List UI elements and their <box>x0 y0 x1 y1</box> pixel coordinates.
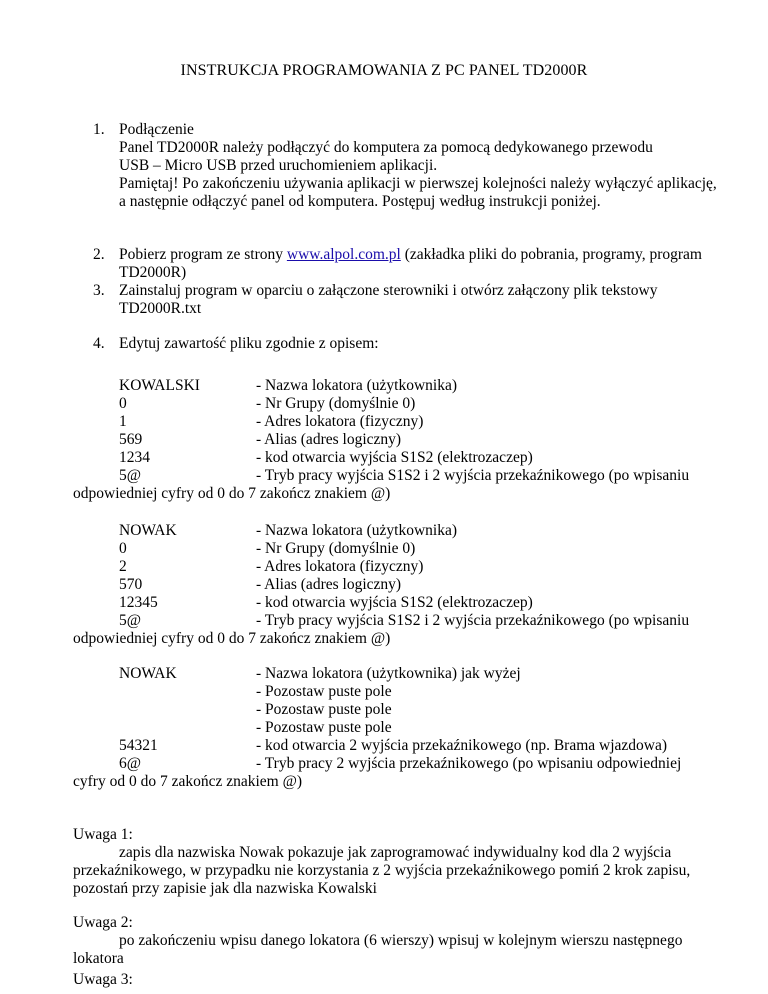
item-3-number: 3. <box>93 282 105 299</box>
item-1-line: Pamiętaj! Po zakończeniu używania aplikacji w pierwszej kolejności należy wyłączyć aplikację, <box>119 175 717 192</box>
entry-wrap: odpowiedniej cyfry od 0 do 7 zakończ znakiem @) <box>73 630 391 647</box>
item-1-line: a następnie odłączyć panel od komputera. Postępuj według instrukcji poniżej. <box>119 193 601 210</box>
entry-description: - Nr Grupy (domyślnie 0) <box>256 540 416 557</box>
entry-description: - Nazwa lokatora (użytkownika) <box>256 522 457 539</box>
entry-value: KOWALSKI <box>119 377 200 394</box>
entry-description: - Adres lokatora (fizyczny) <box>256 558 424 575</box>
entry-value: 6@ <box>119 755 142 772</box>
entry-value: 54321 <box>119 737 158 754</box>
note-2-line: lokatora <box>73 950 124 967</box>
entry-description: - Pozostaw puste pole <box>256 701 392 718</box>
entry-description: - kod otwarcia wyjścia S1S2 (elektrozaczep) <box>256 449 533 466</box>
entry-value: 5@ <box>119 612 142 629</box>
item-1-number: 1. <box>93 121 105 138</box>
entry-wrap: cyfry od 0 do 7 zakończ znakiem @) <box>73 773 303 790</box>
entry-description: - kod otwarcia 2 wyjścia przekaźnikowego (np. Brama wjazdowa) <box>256 737 668 754</box>
entry-description: - Adres lokatora (fizyczny) <box>256 413 424 430</box>
entry-description: - Tryb pracy wyjścia S1S2 i 2 wyjścia przekaźnikowego (po wpisaniu <box>256 612 690 629</box>
entry-description: - Alias (adres logiczny) <box>256 576 402 593</box>
entry-description: - Nr Grupy (domyślnie 0) <box>256 395 416 412</box>
entry-description: - kod otwarcia wyjścia S1S2 (elektrozaczep) <box>256 594 533 611</box>
entry-value: 5@ <box>119 467 142 484</box>
entry-value: 1234 <box>119 449 150 466</box>
item-2-continuation: TD2000R) <box>119 264 187 281</box>
note-1-line: pozostań przy zapisie jak dla nazwiska Kowalski <box>73 880 377 897</box>
note-1-line: przekaźnikowego, w przypadku nie korzystania z 2 wyjścia przekaźnikowego pomiń 2 krok zapisu, <box>73 862 691 879</box>
entry-wrap: odpowiedniej cyfry od 0 do 7 zakończ znakiem @) <box>73 485 391 502</box>
item-4-number: 4. <box>93 335 105 352</box>
entry-description: - Tryb pracy 2 wyjścia przekaźnikowego (po wpisaniu odpowiedniej <box>256 755 682 772</box>
item-2-number: 2. <box>93 246 105 263</box>
item-2-text-after: (zakładka pliki do pobrania, programy, program <box>400 246 702 263</box>
item-1-line: USB – Micro USB przed uruchomieniem aplikacji. <box>119 157 438 174</box>
entry-description: - Pozostaw puste pole <box>256 683 392 700</box>
entry-description: - Nazwa lokatora (użytkownika) jak wyżej <box>256 665 521 682</box>
entry-value: 0 <box>119 540 127 557</box>
entry-value: 12345 <box>119 594 158 611</box>
note-1-line: zapis dla nazwiska Nowak pokazuje jak zaprogramować indywidualny kod dla 2 wyjścia <box>119 844 672 861</box>
item-1-heading: Podłączenie <box>119 121 194 138</box>
entry-value: NOWAK <box>119 522 177 539</box>
item-4-line: Edytuj zawartość pliku zgodnie z opisem: <box>119 335 379 352</box>
item-3-line: TD2000R.txt <box>119 300 202 317</box>
item-1-line: Panel TD2000R należy podłączyć do komputera za pomocą dedykowanego przewodu <box>119 139 653 156</box>
entry-description: - Alias (adres logiczny) <box>256 431 402 448</box>
entry-description: - Pozostaw puste pole <box>256 719 392 736</box>
entry-value: NOWAK <box>119 665 177 682</box>
note-2-title: Uwaga 2: <box>73 914 133 931</box>
item-2-line <box>119 246 702 264</box>
entry-value: 0 <box>119 395 127 412</box>
document-title: INSTRUKCJA PROGRAMOWANIA Z PC PANEL TD2000R <box>180 62 588 79</box>
entry-description: - Nazwa lokatora (użytkownika) <box>256 377 457 394</box>
entry-value: 2 <box>119 558 127 575</box>
alpol-website-link[interactable]: www.alpol.com.pl <box>286 246 401 263</box>
note-3-title: Uwaga 3: <box>73 971 133 988</box>
note-2-line: po zakończeniu wpisu danego lokatora (6 wierszy) wpisuj w kolejnym wierszu następnego <box>119 932 683 949</box>
item-3-line: Zainstaluj program w oparciu o załączone sterowniki i otwórz załączony plik tekstowy <box>119 282 658 299</box>
entry-value: 1 <box>119 413 127 430</box>
entry-value: 569 <box>119 431 143 448</box>
note-1-title: Uwaga 1: <box>73 826 133 843</box>
item-2-text: Pobierz program ze strony <box>119 246 287 263</box>
entry-description: - Tryb pracy wyjścia S1S2 i 2 wyjścia przekaźnikowego (po wpisaniu <box>256 467 690 484</box>
entry-value: 570 <box>119 576 143 593</box>
